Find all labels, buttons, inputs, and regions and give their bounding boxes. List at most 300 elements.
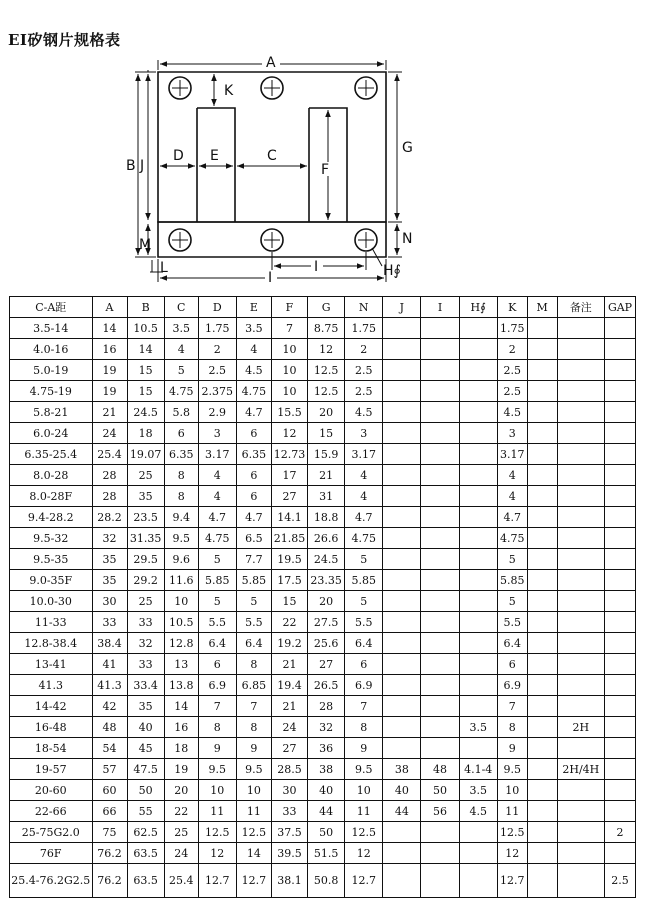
table-cell — [557, 633, 604, 654]
table-cell: 38.1 — [271, 864, 307, 898]
table-cell: 36 — [308, 738, 345, 759]
table-cell: 39.5 — [271, 843, 307, 864]
dim-label-d: D — [173, 148, 184, 164]
table-cell: 10 — [198, 780, 236, 801]
table-cell — [459, 507, 497, 528]
table-row — [10, 864, 636, 898]
table-cell: 5 — [345, 591, 383, 612]
table-cell — [557, 654, 604, 675]
table-cell: 4 — [198, 465, 236, 486]
table-cell: 41.3 — [92, 675, 127, 696]
table-cell: 4.75 — [345, 528, 383, 549]
table-cell — [557, 465, 604, 486]
table-cell — [605, 360, 636, 381]
table-cell: 15 — [127, 360, 164, 381]
table-cell — [527, 675, 557, 696]
table-cell: 54 — [92, 738, 127, 759]
table-cell: 35 — [92, 570, 127, 591]
row-label-cell: 9.5-35 — [10, 549, 93, 570]
table-cell: 28.2 — [92, 507, 127, 528]
table-cell: 3.17 — [497, 444, 527, 465]
table-cell — [383, 675, 421, 696]
table-cell — [383, 717, 421, 738]
table-cell: 33 — [127, 612, 164, 633]
table-cell: 5.85 — [198, 570, 236, 591]
table-cell: 27 — [271, 738, 307, 759]
table-cell — [527, 738, 557, 759]
table-cell: 10.5 — [127, 318, 164, 339]
table-cell — [605, 843, 636, 864]
table-cell: 32 — [127, 633, 164, 654]
table-cell: 21.85 — [271, 528, 307, 549]
table-cell — [421, 381, 459, 402]
table-row — [10, 402, 636, 423]
table-cell — [421, 528, 459, 549]
table-cell: 4 — [236, 339, 271, 360]
table-cell: 32 — [308, 717, 345, 738]
table-cell: 9 — [198, 738, 236, 759]
table-cell: 50.8 — [308, 864, 345, 898]
table-cell: 18 — [127, 423, 164, 444]
table-cell — [421, 612, 459, 633]
table-cell — [383, 318, 421, 339]
table-row — [10, 843, 636, 864]
table-cell: 8 — [164, 486, 198, 507]
table-cell — [383, 339, 421, 360]
row-label-cell: 9.4-28.2 — [10, 507, 93, 528]
column-header: C — [164, 297, 198, 318]
table-cell: 50 — [127, 780, 164, 801]
table-row — [10, 654, 636, 675]
table-cell: 28 — [92, 465, 127, 486]
table-cell: 44 — [308, 801, 345, 822]
table-cell — [557, 864, 604, 898]
table-cell: 4.75 — [164, 381, 198, 402]
table-cell: 4.5 — [459, 801, 497, 822]
table-cell — [459, 696, 497, 717]
table-cell: 29.5 — [127, 549, 164, 570]
table-cell: 14 — [236, 843, 271, 864]
table-cell: 8 — [198, 717, 236, 738]
table-cell: 25 — [127, 465, 164, 486]
table-cell: 6.4 — [236, 633, 271, 654]
table-cell: 21 — [308, 465, 345, 486]
table-cell: 4.7 — [236, 402, 271, 423]
row-label-cell: 25-75G2.0 — [10, 822, 93, 843]
table-cell — [383, 864, 421, 898]
table-cell — [459, 675, 497, 696]
table-cell: 5 — [497, 591, 527, 612]
table-cell: 31 — [308, 486, 345, 507]
table-cell: 62.5 — [127, 822, 164, 843]
row-label-cell: 5.0-19 — [10, 360, 93, 381]
table-cell — [527, 780, 557, 801]
row-label-cell: 4.0-16 — [10, 339, 93, 360]
table-cell: 12.7 — [236, 864, 271, 898]
table-cell: 11 — [198, 801, 236, 822]
row-label-cell: 8.0-28F — [10, 486, 93, 507]
column-header: H∮ — [459, 297, 497, 318]
table-cell — [383, 360, 421, 381]
table-cell: 15 — [308, 423, 345, 444]
table-cell: 2.5 — [345, 360, 383, 381]
table-cell — [421, 465, 459, 486]
table-cell: 12.5 — [497, 822, 527, 843]
table-cell: 6.5 — [236, 528, 271, 549]
table-cell — [383, 444, 421, 465]
table-cell: 2.5 — [605, 864, 636, 898]
table-cell — [605, 444, 636, 465]
table-cell: 9.5 — [236, 759, 271, 780]
table-cell: 5.5 — [198, 612, 236, 633]
table-cell: 30 — [92, 591, 127, 612]
table-cell: 21 — [271, 696, 307, 717]
table-cell: 11 — [345, 801, 383, 822]
table-cell: 13.8 — [164, 675, 198, 696]
table-cell: 2.9 — [198, 402, 236, 423]
table-cell — [557, 801, 604, 822]
table-cell — [459, 822, 497, 843]
table-cell: 9 — [497, 738, 527, 759]
table-cell — [605, 696, 636, 717]
table-cell: 6 — [198, 654, 236, 675]
column-header: F — [271, 297, 307, 318]
table-cell: 9.5 — [497, 759, 527, 780]
table-cell: 51.5 — [308, 843, 345, 864]
row-label-cell: 13-41 — [10, 654, 93, 675]
table-cell: 15.9 — [308, 444, 345, 465]
table-cell — [459, 423, 497, 444]
dim-label-b: B — [126, 158, 136, 174]
table-cell: 3.5 — [236, 318, 271, 339]
table-cell — [605, 633, 636, 654]
table-cell: 66 — [92, 801, 127, 822]
table-cell: 5.85 — [497, 570, 527, 591]
table-cell: 7 — [345, 696, 383, 717]
table-cell: 3 — [345, 423, 383, 444]
table-cell: 50 — [308, 822, 345, 843]
table-cell: 38.4 — [92, 633, 127, 654]
table-row — [10, 717, 636, 738]
table-cell: 2.5 — [497, 381, 527, 402]
table-cell: 32 — [92, 528, 127, 549]
table-cell — [421, 423, 459, 444]
table-cell: 33 — [92, 612, 127, 633]
table-cell: 48 — [421, 759, 459, 780]
column-header: E — [236, 297, 271, 318]
table-cell — [527, 507, 557, 528]
table-cell: 8 — [497, 717, 527, 738]
table-cell — [459, 465, 497, 486]
table-row — [10, 822, 636, 843]
table-cell: 8 — [236, 717, 271, 738]
table-cell: 35 — [127, 486, 164, 507]
table-cell: 50 — [421, 780, 459, 801]
table-cell: 14.1 — [271, 507, 307, 528]
table-row — [10, 759, 636, 780]
table-cell: 2 — [605, 822, 636, 843]
table-cell — [605, 654, 636, 675]
table-cell — [605, 780, 636, 801]
table-cell: 9.4 — [164, 507, 198, 528]
table-cell: 4.5 — [497, 402, 527, 423]
table-cell — [557, 318, 604, 339]
table-cell — [605, 801, 636, 822]
table-cell — [459, 843, 497, 864]
table-cell: 5.8 — [164, 402, 198, 423]
table-cell — [557, 696, 604, 717]
row-label-cell: 3.5-14 — [10, 318, 93, 339]
table-cell — [421, 444, 459, 465]
table-cell: 11 — [497, 801, 527, 822]
table-cell: 3.17 — [198, 444, 236, 465]
table-cell: 9 — [236, 738, 271, 759]
table-cell: 12.73 — [271, 444, 307, 465]
table-cell: 25 — [164, 822, 198, 843]
table-cell: 2.5 — [198, 360, 236, 381]
table-cell: 26.5 — [308, 675, 345, 696]
table-cell: 25.6 — [308, 633, 345, 654]
table-row — [10, 570, 636, 591]
table-cell: 5 — [236, 591, 271, 612]
table-cell: 9.5 — [198, 759, 236, 780]
table-cell: 21 — [92, 402, 127, 423]
table-cell: 2.5 — [345, 381, 383, 402]
table-cell: 27.5 — [308, 612, 345, 633]
table-cell — [527, 360, 557, 381]
table-cell — [383, 402, 421, 423]
table-row — [10, 633, 636, 654]
column-header: D — [198, 297, 236, 318]
table-cell: 10 — [236, 780, 271, 801]
row-label-cell: 14-42 — [10, 696, 93, 717]
table-cell — [421, 318, 459, 339]
table-cell: 1.75 — [198, 318, 236, 339]
table-cell — [527, 801, 557, 822]
table-row — [10, 612, 636, 633]
table-row — [10, 675, 636, 696]
table-cell: 25.4 — [92, 444, 127, 465]
table-cell: 2H — [557, 717, 604, 738]
dim-label-l: L — [160, 260, 168, 276]
table-row — [10, 591, 636, 612]
table-cell: 12 — [308, 339, 345, 360]
table-cell: 12 — [198, 843, 236, 864]
table-cell: 6.4 — [345, 633, 383, 654]
table-cell: 4 — [497, 465, 527, 486]
table-cell: 21 — [271, 654, 307, 675]
table-cell — [557, 780, 604, 801]
table-cell: 26.6 — [308, 528, 345, 549]
table-cell — [605, 402, 636, 423]
table-cell: 2 — [497, 339, 527, 360]
table-cell: 23.5 — [127, 507, 164, 528]
table-cell: 19.2 — [271, 633, 307, 654]
table-cell: 15 — [127, 381, 164, 402]
table-cell: 8.75 — [308, 318, 345, 339]
table-cell — [557, 339, 604, 360]
table-cell — [605, 570, 636, 591]
table-cell: 6.9 — [198, 675, 236, 696]
table-row — [10, 738, 636, 759]
column-header: G — [308, 297, 345, 318]
column-header: N — [345, 297, 383, 318]
table-cell: 7.7 — [236, 549, 271, 570]
table-cell: 3 — [198, 423, 236, 444]
table-cell: 2H/4H — [557, 759, 604, 780]
table-cell: 20 — [164, 780, 198, 801]
table-cell: 38 — [308, 759, 345, 780]
table-cell: 1.75 — [345, 318, 383, 339]
table-cell: 4.75 — [198, 528, 236, 549]
table-cell — [459, 570, 497, 591]
dim-label-a: A — [266, 55, 276, 71]
table-cell: 10 — [271, 381, 307, 402]
table-cell — [557, 528, 604, 549]
table-cell: 7 — [236, 696, 271, 717]
table-row — [10, 381, 636, 402]
table-cell — [557, 738, 604, 759]
table-cell: 35 — [92, 549, 127, 570]
row-label-cell: 19-57 — [10, 759, 93, 780]
table-cell: 41 — [92, 654, 127, 675]
table-cell: 19 — [164, 759, 198, 780]
row-label-cell: 18-54 — [10, 738, 93, 759]
table-cell: 56 — [421, 801, 459, 822]
table-cell: 7 — [497, 696, 527, 717]
table-cell — [557, 402, 604, 423]
table-cell — [383, 633, 421, 654]
table-cell: 9 — [345, 738, 383, 759]
table-cell: 4.7 — [345, 507, 383, 528]
table-cell — [383, 507, 421, 528]
column-header: C-A距 — [10, 297, 93, 318]
table-cell — [527, 654, 557, 675]
table-cell: 2 — [345, 339, 383, 360]
table-cell: 76.2 — [92, 864, 127, 898]
table-cell: 12.7 — [198, 864, 236, 898]
table-cell: 38 — [383, 759, 421, 780]
row-label-cell: 22-66 — [10, 801, 93, 822]
table-cell — [421, 717, 459, 738]
row-label-cell: 20-60 — [10, 780, 93, 801]
table-cell: 20 — [308, 402, 345, 423]
table-cell: 1.75 — [497, 318, 527, 339]
table-cell: 63.5 — [127, 864, 164, 898]
table-cell: 28 — [92, 486, 127, 507]
table-cell: 28.5 — [271, 759, 307, 780]
table-cell — [459, 633, 497, 654]
table-cell — [527, 444, 557, 465]
table-row — [10, 486, 636, 507]
column-header: J — [383, 297, 421, 318]
row-label-cell: 25.4-76.2G2.5 — [10, 864, 93, 898]
table-cell: 3.5 — [459, 717, 497, 738]
table-cell: 23.35 — [308, 570, 345, 591]
table-cell: 6 — [164, 423, 198, 444]
table-cell: 4 — [497, 486, 527, 507]
table-cell: 25 — [127, 591, 164, 612]
table-cell — [459, 444, 497, 465]
table-cell — [383, 738, 421, 759]
table-cell: 6.35 — [236, 444, 271, 465]
row-label-cell: 6.0-24 — [10, 423, 93, 444]
table-cell — [605, 486, 636, 507]
ei-core-diagram — [0, 0, 645, 290]
table-cell: 2 — [198, 339, 236, 360]
table-cell — [605, 465, 636, 486]
table-cell — [459, 381, 497, 402]
table-cell: 11.6 — [164, 570, 198, 591]
table-cell: 29.2 — [127, 570, 164, 591]
table-cell: 12.7 — [345, 864, 383, 898]
table-cell — [527, 570, 557, 591]
table-cell — [421, 738, 459, 759]
table-cell — [421, 591, 459, 612]
table-cell — [557, 486, 604, 507]
table-cell — [459, 486, 497, 507]
table-cell — [459, 738, 497, 759]
table-cell — [557, 507, 604, 528]
row-label-cell: 76F — [10, 843, 93, 864]
table-cell: 4.7 — [236, 507, 271, 528]
table-cell: 18.8 — [308, 507, 345, 528]
table-row — [10, 444, 636, 465]
column-header: K — [497, 297, 527, 318]
table-cell: 33.4 — [127, 675, 164, 696]
table-cell: 7 — [271, 318, 307, 339]
table-cell — [421, 339, 459, 360]
table-cell — [605, 591, 636, 612]
table-cell — [527, 717, 557, 738]
table-cell: 11 — [236, 801, 271, 822]
table-cell — [421, 486, 459, 507]
table-cell — [421, 507, 459, 528]
dim-label-i-bottom: I — [268, 270, 273, 286]
table-cell — [527, 549, 557, 570]
table-cell: 5.5 — [236, 612, 271, 633]
table-cell — [421, 654, 459, 675]
table-cell: 14 — [92, 318, 127, 339]
table-cell — [421, 822, 459, 843]
table-cell: 12 — [271, 423, 307, 444]
table-cell — [383, 591, 421, 612]
table-cell: 45 — [127, 738, 164, 759]
column-header: A — [92, 297, 127, 318]
table-cell: 28 — [308, 696, 345, 717]
table-cell: 17 — [271, 465, 307, 486]
table-cell: 35 — [127, 696, 164, 717]
table-cell — [421, 360, 459, 381]
table-cell: 24.5 — [127, 402, 164, 423]
dim-label-e: E — [210, 148, 219, 164]
table-cell — [605, 423, 636, 444]
table-cell: 47.5 — [127, 759, 164, 780]
table-cell: 40 — [127, 717, 164, 738]
dim-label-h: H∮ — [383, 263, 401, 279]
table-cell — [383, 570, 421, 591]
table-cell: 12.5 — [308, 381, 345, 402]
table-cell: 4 — [345, 465, 383, 486]
table-cell: 12.5 — [308, 360, 345, 381]
table-cell: 6 — [345, 654, 383, 675]
table-cell — [527, 318, 557, 339]
table-cell — [459, 318, 497, 339]
table-cell — [557, 570, 604, 591]
table-cell — [527, 339, 557, 360]
table-cell: 4 — [164, 339, 198, 360]
table-cell — [557, 843, 604, 864]
